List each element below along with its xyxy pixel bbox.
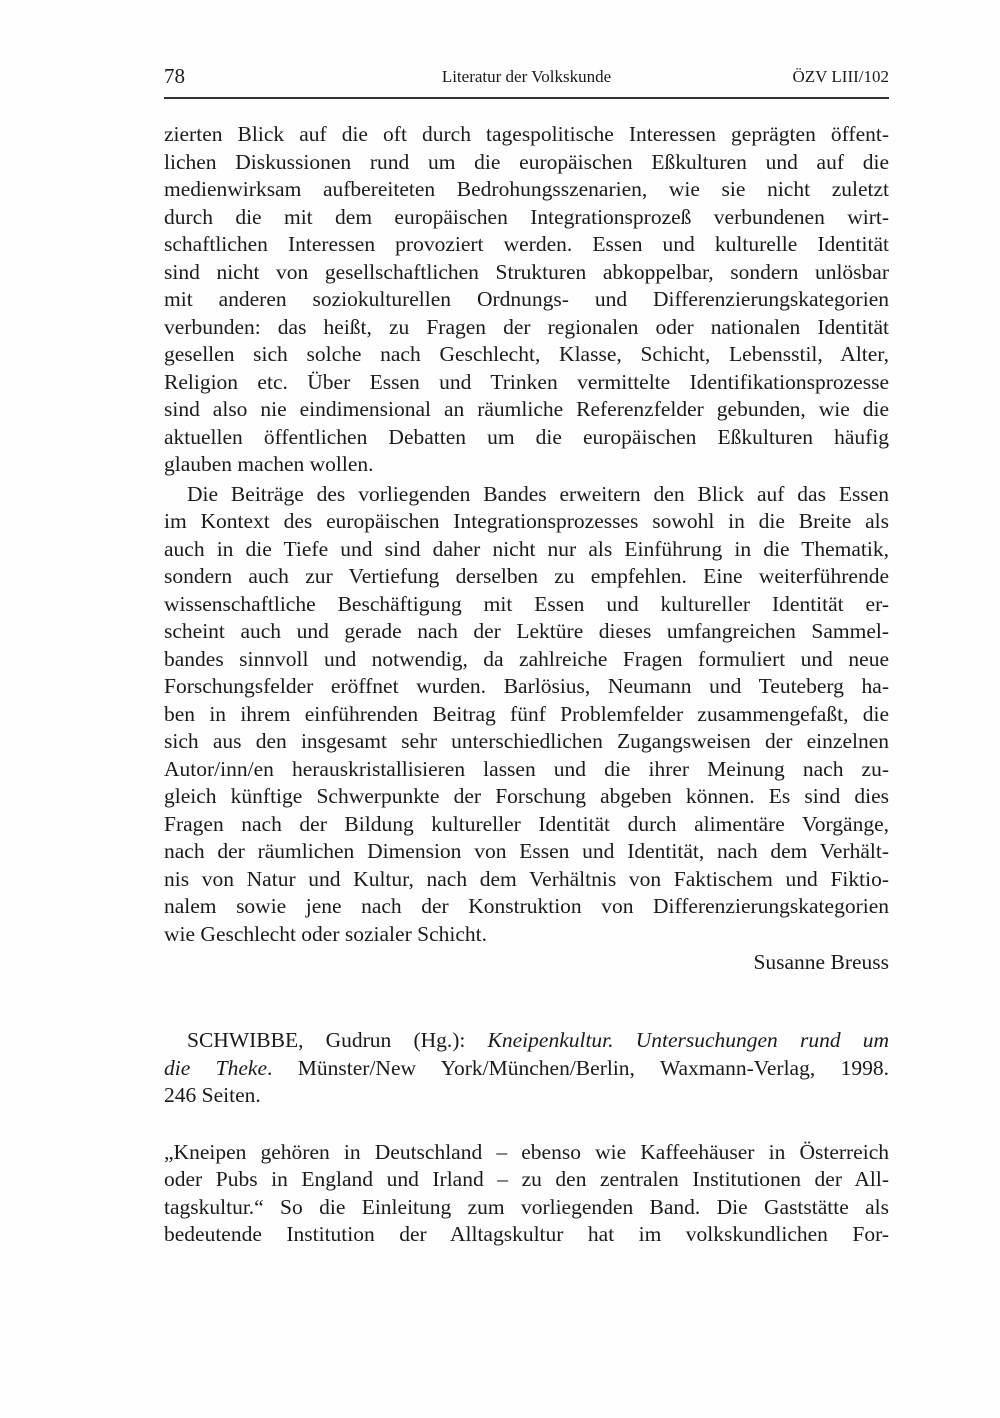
- text-line: nis von Natur und Kultur, nach dem Verhältnis von Faktischem und Fiktio-: [164, 867, 889, 891]
- citation-line: [187, 1027, 889, 1055]
- text-line: sind also nie eindimensional an räumliche Referenzfelder gebunden, wie die: [164, 397, 889, 421]
- text-line: Die Beiträge des vorliegenden Bandes erweitern den Blick auf das Essen: [187, 482, 889, 506]
- text-line: Autor/inn/en herauskristallisieren lassen und die ihrer Meinung nach zu-: [164, 757, 889, 781]
- citation-pages: 246 Seiten.: [164, 1083, 261, 1107]
- citation-title: Kneipenkultur. Untersuchungen rund um: [487, 1028, 889, 1052]
- text-line: ben in ihrem einführenden Beitrag fünf Problemfelder zusammengefaßt, die: [164, 702, 889, 726]
- text-line: aktuellen öffentlichen Debatten um die europäischen Eßkulturen häufig: [164, 425, 889, 449]
- text-line: nach der räumlichen Dimension von Essen und Identität, nach dem Verhält-: [164, 839, 889, 863]
- text-line: gesellen sich solche nach Geschlecht, Klasse, Schicht, Lebensstil, Alter,: [164, 342, 889, 366]
- text-line: sondern auch zur Vertiefung derselben zu empfehlen. Eine weiterführende: [164, 564, 889, 588]
- citation-line: [164, 1055, 889, 1083]
- text-line: glauben machen wollen.: [164, 452, 374, 476]
- text-line: nalem sowie jene nach der Konstruktion von Differenzierungskategorien: [164, 894, 889, 918]
- text-line: durch die mit dem europäischen Integrationsprozeß verbundenen wirt-: [164, 205, 889, 229]
- volume-label: ÖZV LIII/102: [792, 67, 889, 86]
- text-line: gleich künftige Schwerpunkte der Forschung abgeben können. Es sind dies: [164, 784, 889, 808]
- text-line: wissenschaftliche Beschäftigung mit Essen und kultureller Identität er-: [164, 592, 889, 616]
- header-rule: [164, 97, 889, 99]
- page-number: 78: [164, 64, 185, 88]
- text-line: sind nicht von gesellschaftlichen Strukturen abkoppelbar, sondern unlösbar: [164, 260, 889, 284]
- text-line: sich aus den insgesamt sehr unterschiedlichen Zugangsweisen der einzelnen: [164, 729, 889, 753]
- text-line: mit anderen soziokulturellen Ordnungs- und Differenzierungskategorien: [164, 287, 889, 311]
- text-line: „Kneipen gehören in Deutschland – ebenso wie Kaffeehäuser in Österreich: [164, 1140, 889, 1164]
- text-line: scheint auch und gerade nach der Lektüre dieses umfangreichen Sammel-: [164, 619, 889, 643]
- text-line: tagskultur.“ So die Einleitung zum vorliegenden Band. Die Gaststätte als: [164, 1195, 889, 1219]
- running-header: [164, 64, 889, 94]
- text-line: lichen Diskussionen rund um die europäischen Eßkulturen und auf die: [164, 150, 889, 174]
- text-line: schaftlichen Interessen provoziert werden. Essen und kulturelle Identität: [164, 232, 889, 256]
- text-line: im Kontext des europäischen Integrationsprozesses sowohl in die Breite als: [164, 509, 889, 533]
- text-line: Religion etc. Über Essen und Trinken vermittelte Identifikationsprozesse: [164, 370, 889, 394]
- text-line: zierten Blick auf die oft durch tagespolitische Interessen geprägten öffent-: [164, 122, 889, 146]
- running-title: Literatur der Volkskunde: [441, 67, 612, 86]
- text-line: bandes sinnvoll und notwendig, da zahlreiche Fragen formuliert und neue: [164, 647, 889, 671]
- citation-author: SCHWIBBE, Gudrun (Hg.):: [187, 1028, 488, 1052]
- citation-publisher: . Münster/New York/München/Berlin, Waxmann-Verlag, 1998.: [267, 1056, 889, 1080]
- text-line: medienwirksam aufbereiteten Bedrohungsszenarien, wie sie nicht zuletzt: [164, 177, 889, 201]
- text-line: verbunden: das heißt, zu Fragen der regionalen oder nationalen Identität: [164, 315, 889, 339]
- reviewer-signature: Susanne Breuss: [753, 950, 889, 974]
- text-line: Fragen nach der Bildung kultureller Identität durch alimentäre Vorgänge,: [164, 812, 889, 836]
- citation-title-cont: die Theke: [164, 1056, 268, 1080]
- text-line: wie Geschlecht oder sozialer Schicht.: [164, 922, 487, 946]
- text-line: auch in die Tiefe und sind daher nicht nur als Einführung in die Thematik,: [164, 537, 889, 561]
- text-line: Forschungsfelder eröffnet wurden. Barlösius, Neumann und Teuteberg ha-: [164, 674, 889, 698]
- text-line: oder Pubs in England und Irland – zu den zentralen Institutionen der All-: [164, 1167, 889, 1191]
- text-line: bedeutende Institution der Alltagskultur hat im volkskundlichen For-: [164, 1222, 889, 1246]
